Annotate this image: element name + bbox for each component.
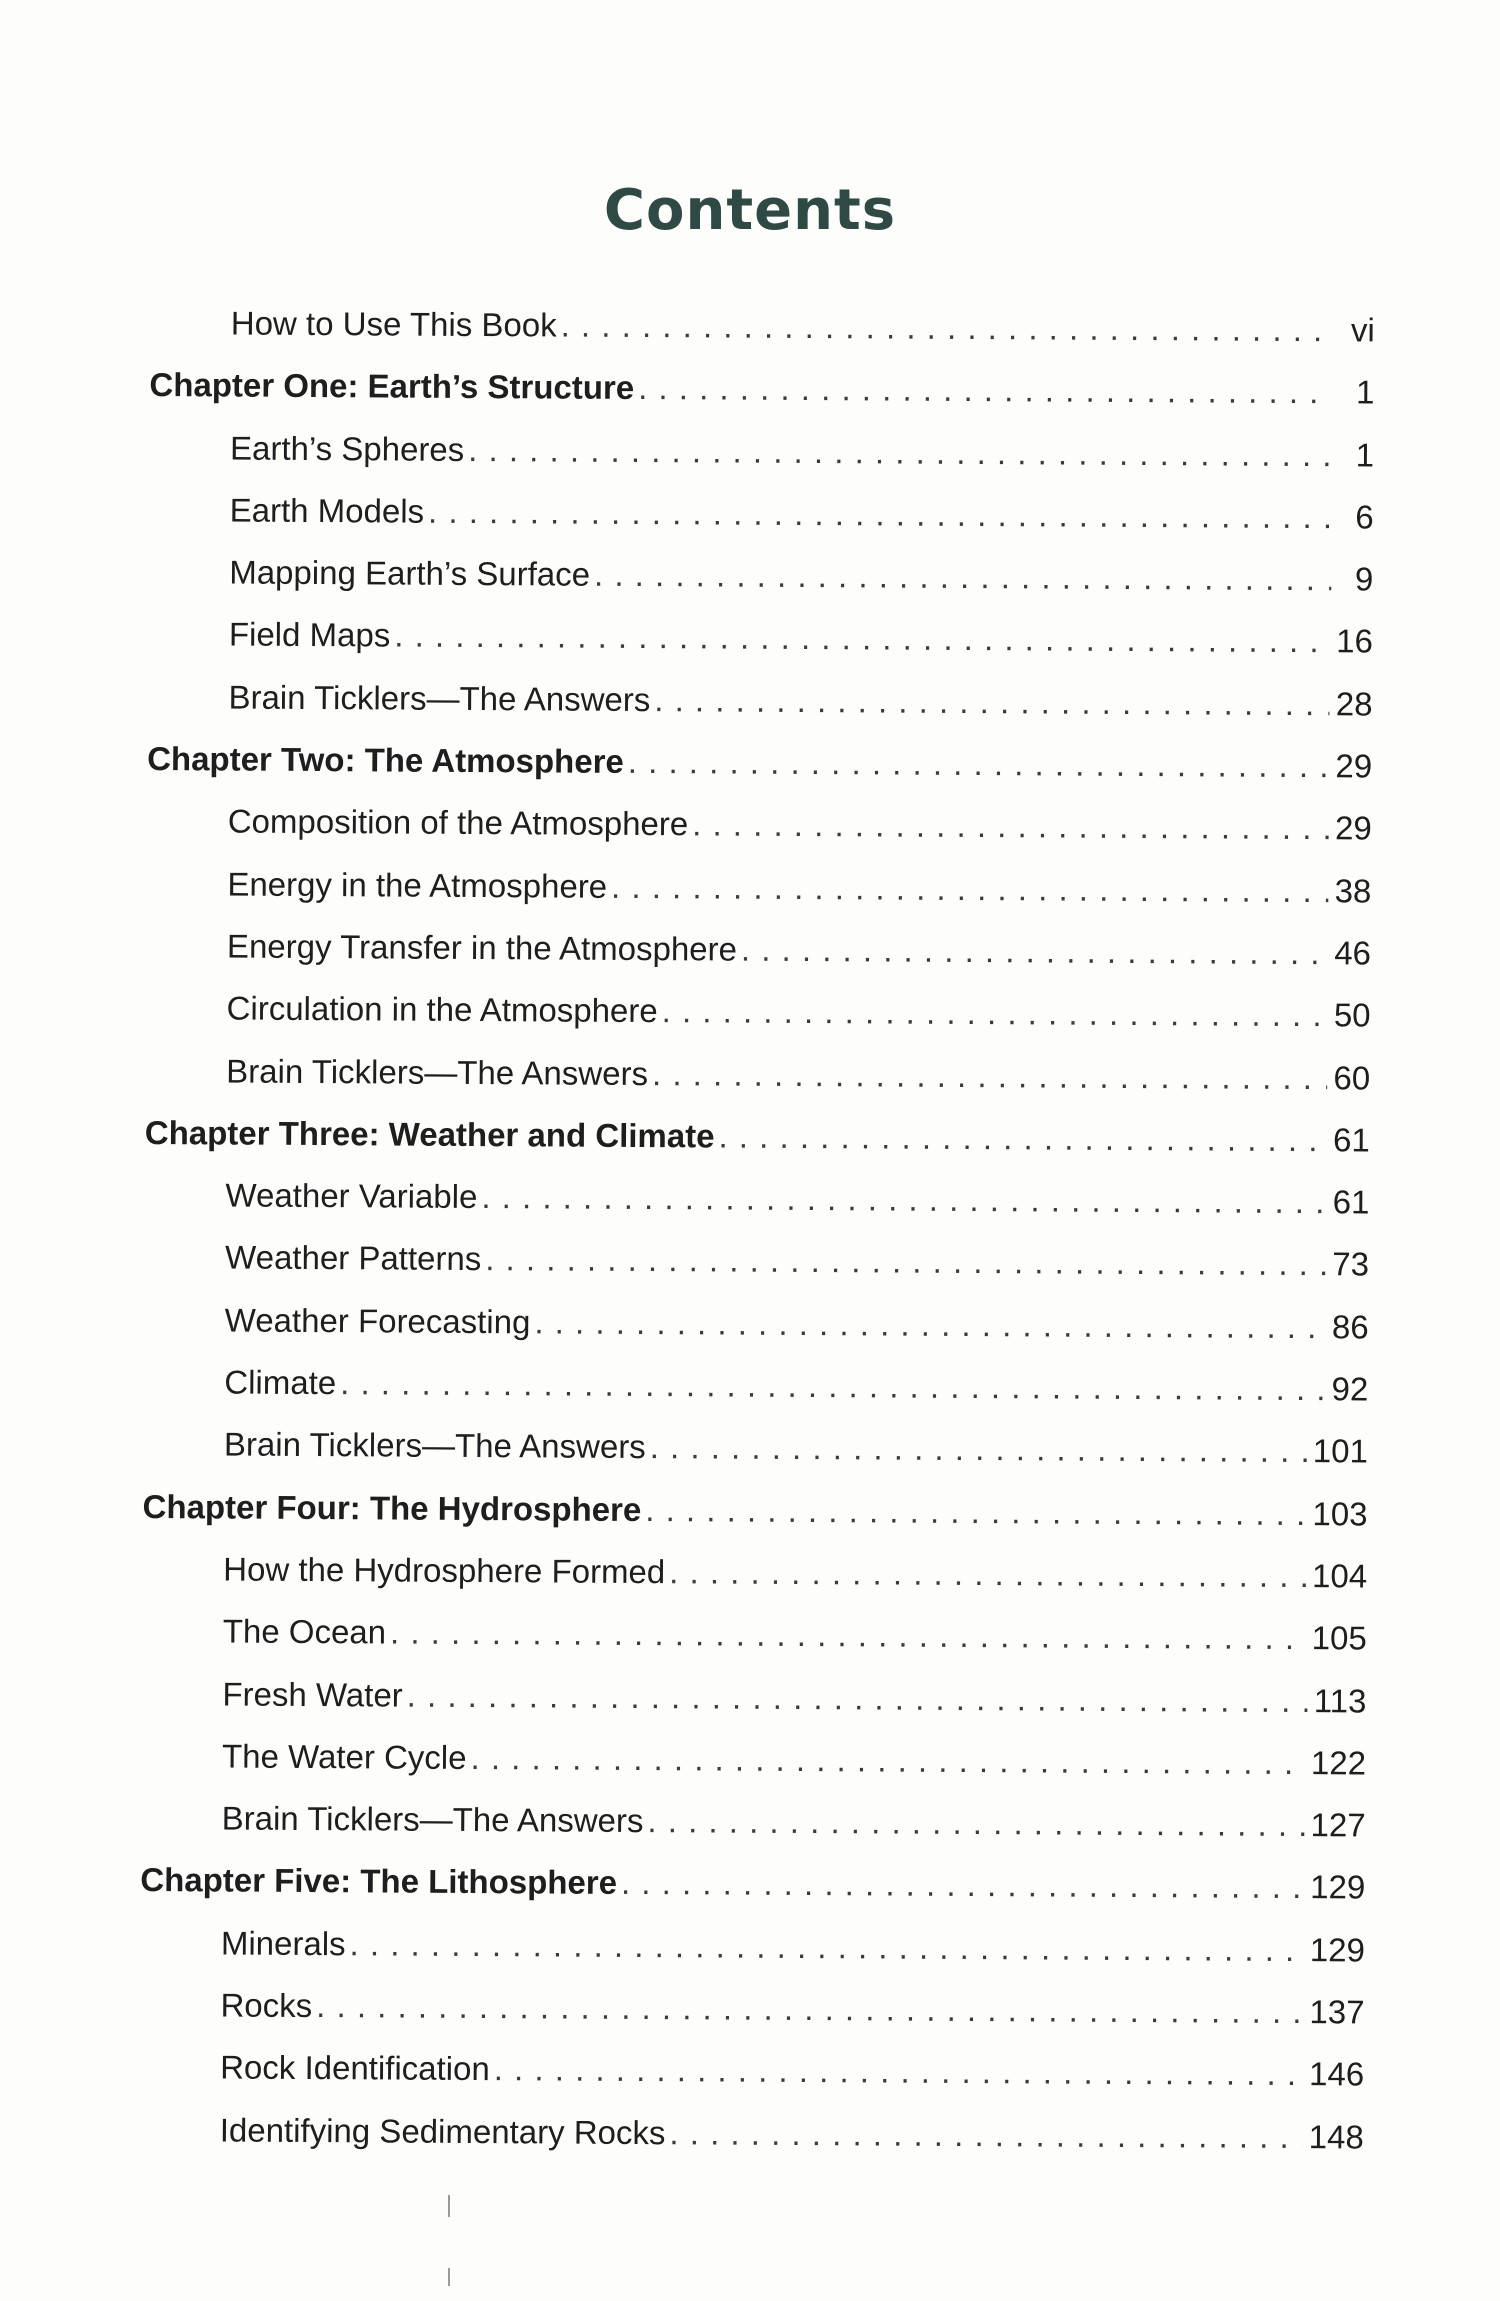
- toc-chapter-row: [147, 728, 1372, 798]
- toc-entry-label: Climate: [224, 1363, 337, 1402]
- toc-entry-label: Energy Transfer in the Atmosphere: [226, 927, 738, 968]
- dot-leader: [394, 605, 1330, 673]
- toc-page-number: 103: [1312, 1494, 1368, 1533]
- toc-entry-label: Brain Ticklers—The Answers: [221, 1799, 644, 1840]
- toc-entry-label: Brain Ticklers—The Answers: [223, 1425, 646, 1466]
- toc-entry-label: Minerals: [220, 1924, 346, 1962]
- toc-entry-label: Identifying Sedimentary Rocks: [219, 2111, 666, 2151]
- toc-entry-label: Weather Forecasting: [224, 1301, 531, 1341]
- toc-entry-label: Composition of the Atmosphere: [227, 802, 689, 843]
- toc-section-row: [143, 1413, 1368, 1483]
- dot-leader: [470, 1727, 1305, 1794]
- toc-section-row: [148, 479, 1373, 549]
- toc-page-number: 61: [1332, 1183, 1370, 1221]
- toc-section-row: [144, 1226, 1369, 1296]
- toc-section-row: [139, 2036, 1364, 2106]
- toc-page-number: 129: [1309, 1930, 1366, 1969]
- toc-section-row: [142, 1600, 1367, 1670]
- dot-leader: [621, 1852, 1305, 1918]
- toc-entry-label: The Ocean: [222, 1612, 387, 1651]
- dot-leader: [340, 1352, 1326, 1420]
- toc-entry-label: Rocks: [220, 1986, 313, 2025]
- toc-page-number: 148: [1308, 2117, 1364, 2156]
- toc-section-row: [146, 915, 1371, 985]
- toc-section-row: [146, 853, 1371, 923]
- toc-entry-label: Field Maps: [228, 615, 391, 654]
- toc-section-row: [141, 1663, 1366, 1733]
- toc-section-row: [142, 1538, 1367, 1608]
- toc-page-number: 46: [1334, 934, 1372, 972]
- dot-leader: [316, 1975, 1304, 2043]
- toc-entry-label: The Water Cycle: [221, 1737, 467, 1776]
- toc-entry-label: Chapter One: Earth’s Structure: [149, 366, 635, 407]
- dot-leader: [485, 1229, 1326, 1296]
- toc-page-number: 29: [1334, 809, 1372, 847]
- dot-leader: [560, 295, 1333, 362]
- toc-entry-label: Circulation in the Atmosphere: [226, 989, 658, 1030]
- toc-entry-label: Mapping Earth’s Surface: [229, 553, 591, 593]
- dot-leader: [390, 1602, 1306, 1670]
- dot-leader: [611, 856, 1329, 922]
- toc-section-row: [150, 292, 1375, 362]
- toc-entry-label: Chapter Three: Weather and Climate: [144, 1113, 715, 1155]
- toc-section-row: [139, 1974, 1364, 2044]
- toc-page-number: 101: [1312, 1432, 1369, 1470]
- dot-leader: [534, 1291, 1326, 1358]
- toc-entry-label: Weather Patterns: [224, 1238, 482, 1278]
- toc-page-number: vi: [1350, 311, 1375, 349]
- toc-section-row: [149, 417, 1374, 487]
- dot-leader: [494, 2038, 1304, 2105]
- dot-leader: [669, 1541, 1306, 1607]
- toc-section-row: [148, 541, 1373, 611]
- toc-page-number: 127: [1310, 1806, 1366, 1844]
- toc-entry-label: How the Hydrosphere Formed: [223, 1550, 666, 1591]
- toc-page-number: 38: [1334, 871, 1372, 910]
- dot-leader: [628, 731, 1330, 797]
- toc-chapter-row: [145, 1102, 1370, 1172]
- toc-page-number: 60: [1333, 1058, 1371, 1097]
- toc-page-number: 137: [1309, 1993, 1365, 2031]
- toc-section-row: [144, 1289, 1369, 1359]
- toc-page-number: 16: [1336, 622, 1374, 660]
- toc-section-row: [139, 2099, 1364, 2169]
- toc-entry-label: Rock Identification: [220, 2048, 490, 2088]
- toc-section-row: [140, 1787, 1365, 1857]
- toc-page-number: 86: [1331, 1307, 1369, 1346]
- toc-page-number: 73: [1332, 1245, 1370, 1283]
- toc-entry-label: Chapter Five: The Lithosphere: [140, 1861, 618, 1902]
- toc-entry-label: Earth Models: [229, 491, 425, 530]
- dot-leader: [349, 1913, 1304, 1981]
- toc-section-row: [147, 666, 1372, 736]
- toc-section-row: [148, 603, 1373, 673]
- toc-page-number: 122: [1310, 1743, 1367, 1782]
- dot-leader: [468, 419, 1332, 486]
- dot-leader: [661, 980, 1328, 1046]
- toc-page-number: 1: [1355, 373, 1375, 411]
- toc-chapter-row: [149, 354, 1374, 424]
- toc-page-number: 28: [1335, 685, 1373, 723]
- dot-leader: [669, 2102, 1303, 2168]
- toc-entry-label: Chapter Four: The Hydrosphere: [142, 1487, 642, 1528]
- toc-entry-label: Weather Variable: [225, 1176, 478, 1216]
- toc-page-number: 146: [1308, 2055, 1365, 2093]
- scan-mark: [448, 2268, 450, 2286]
- toc-page-number: 113: [1313, 1681, 1367, 1719]
- toc-page-number: 6: [1355, 498, 1374, 536]
- dot-leader: [647, 1790, 1304, 1856]
- page-title: Contents: [603, 178, 897, 243]
- toc-entry-label: Energy in the Atmosphere: [227, 865, 608, 905]
- toc-entry-label: How to Use This Book: [230, 304, 557, 344]
- toc-section-row: [145, 977, 1370, 1047]
- toc-page-number: 129: [1310, 1868, 1366, 1906]
- toc-chapter-row: [140, 1849, 1365, 1919]
- dot-leader: [645, 1479, 1307, 1545]
- toc-section-row: [141, 1725, 1366, 1795]
- dot-leader: [652, 1043, 1328, 1109]
- toc-page-number: 104: [1312, 1557, 1368, 1595]
- toc-section-row: [147, 790, 1372, 860]
- toc-section-row: [145, 1040, 1370, 1110]
- dot-leader: [650, 1416, 1307, 1482]
- toc-entry-label: Brain Ticklers—The Answers: [226, 1052, 649, 1092]
- table-of-contents: [139, 292, 1375, 2168]
- toc-section-row: [144, 1164, 1369, 1234]
- dot-leader: [638, 357, 1333, 423]
- dot-leader: [654, 669, 1330, 735]
- dot-leader: [407, 1664, 1308, 1732]
- dot-leader: [718, 1105, 1327, 1171]
- toc-entry-label: Chapter Two: The Atmosphere: [147, 740, 624, 780]
- toc-page-number: 1: [1355, 435, 1375, 474]
- toc-entry-label: Fresh Water: [222, 1675, 403, 1714]
- dot-leader: [594, 544, 1332, 611]
- dot-leader: [692, 794, 1329, 860]
- toc-section-row: [143, 1351, 1368, 1421]
- toc-page-number: 29: [1335, 747, 1373, 785]
- toc-page-number: 50: [1333, 996, 1371, 1034]
- scan-mark: [448, 2195, 450, 2217]
- toc-page-number: 105: [1311, 1619, 1367, 1657]
- toc-entry-label: Brain Ticklers—The Answers: [228, 678, 651, 718]
- dot-leader: [428, 481, 1332, 549]
- toc-page-number: 9: [1354, 560, 1374, 598]
- dot-leader: [741, 919, 1329, 985]
- toc-entry-label: Earth’s Spheres: [229, 429, 465, 468]
- toc-section-row: [140, 1912, 1365, 1982]
- dot-leader: [481, 1166, 1327, 1233]
- toc-chapter-row: [142, 1476, 1367, 1546]
- toc-page-number: 61: [1333, 1121, 1370, 1159]
- toc-page-number: 92: [1331, 1370, 1369, 1408]
